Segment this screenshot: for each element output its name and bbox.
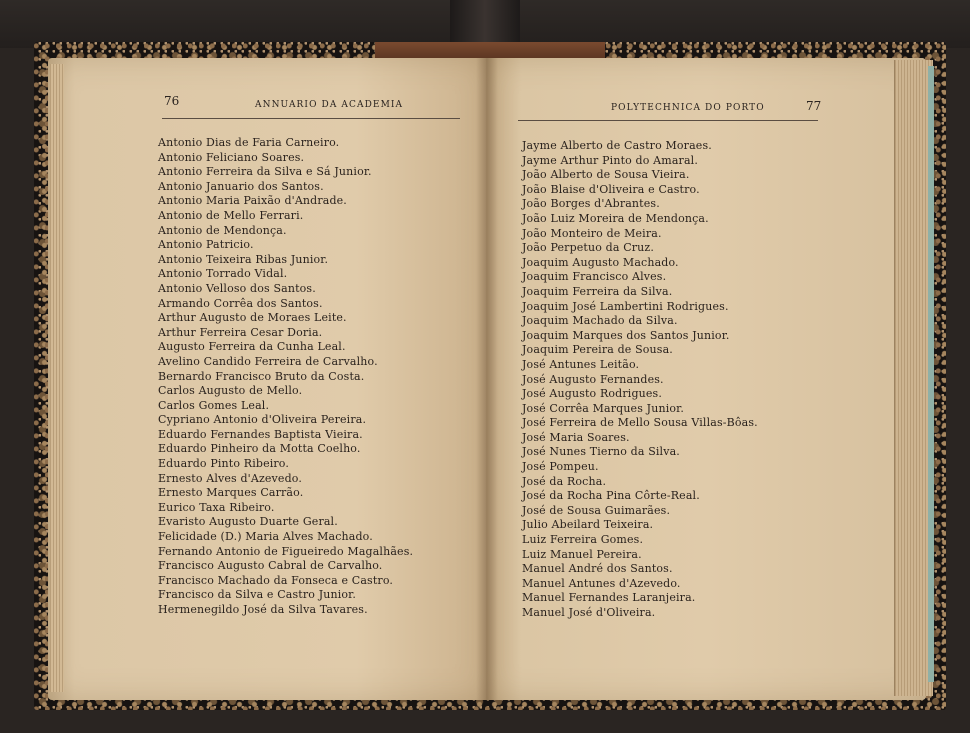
name-entry: Antonio Ferreira da Silva e Sá Junior.	[158, 165, 372, 179]
name-entry: José Corrêa Marques Junior.	[522, 401, 684, 415]
right-cover-edge	[928, 66, 934, 682]
left-header-rule	[162, 118, 460, 119]
name-entry: João Blaise d'Oliveira e Castro.	[522, 182, 700, 196]
name-entry: Joaquim Machado da Silva.	[522, 314, 678, 328]
name-entry: Joaquim Augusto Machado.	[522, 255, 679, 269]
left-page-number: 76	[164, 94, 180, 108]
name-entry: José Maria Soares.	[522, 430, 630, 444]
name-entry: José Antunes Leitão.	[522, 357, 640, 371]
name-entry: Hermenegildo José da Silva Tavares.	[158, 603, 368, 616]
name-entry: João Alberto de Sousa Vieira.	[522, 168, 690, 182]
name-entry: Eduardo Fernandes Baptista Vieira.	[158, 427, 363, 441]
name-entry: Eurico Taxa Ribeiro.	[158, 500, 275, 514]
name-entry: Francisco Machado da Fonseca e Castro.	[158, 573, 394, 587]
book-gutter	[476, 58, 498, 700]
left-name-list	[158, 136, 413, 618]
name-entry: Luiz Ferreira Gomes.	[522, 533, 644, 547]
name-entry: Antonio Velloso dos Santos.	[158, 281, 316, 295]
name-entry: Antonio Januario dos Santos.	[158, 179, 324, 193]
name-entry: Manuel Antunes d'Azevedo.	[522, 576, 681, 590]
name-entry: José Augusto Rodrigues.	[522, 387, 662, 401]
name-entry: Joaquim Francisco Alves.	[522, 270, 667, 284]
name-entry: Jayme Alberto de Castro Moraes.	[522, 139, 712, 152]
name-entry: Joaquim Ferreira da Silva.	[522, 284, 673, 298]
name-entry: José da Rocha Pina Côrte-Real.	[522, 489, 700, 503]
name-entry: Avelino Candido Ferreira de Carvalho.	[158, 354, 378, 368]
name-entry: José da Rocha.	[522, 474, 607, 488]
name-entry: Arthur Augusto de Moraes Leite.	[158, 311, 347, 325]
name-entry: Carlos Gomes Leal.	[158, 398, 270, 412]
name-entry: Manuel José d'Oliveira.	[522, 606, 656, 619]
name-entry: Bernardo Francisco Bruto da Costa.	[158, 369, 365, 383]
right-header-rule	[518, 120, 818, 121]
name-entry: Ernesto Marques Carrão.	[158, 486, 304, 500]
name-entry: José Ferreira de Mello Sousa Villas-Bôas.	[522, 416, 758, 430]
name-entry: José de Sousa Guimarães.	[522, 503, 671, 517]
name-entry: João Borges d'Abrantes.	[522, 197, 660, 211]
name-entry: Francisco da Silva e Castro Junior.	[158, 588, 357, 602]
name-entry: Joaquim Pereira de Sousa.	[522, 343, 673, 357]
name-entry: José Nunes Tierno da Silva.	[522, 445, 680, 459]
name-entry: Antonio de Mendonça.	[158, 223, 287, 237]
name-entry: Eduardo Pinto Ribeiro.	[158, 457, 290, 471]
name-entry: Arthur Ferreira Cesar Doria.	[158, 325, 323, 339]
right-running-head: POLYTECHNICA DO PORTO	[611, 103, 765, 113]
name-entry: Joaquim Marques dos Santos Junior.	[522, 328, 730, 342]
name-entry: Cypriano Antonio d'Oliveira Pereira.	[158, 413, 367, 427]
name-entry: Manuel André dos Santos.	[522, 562, 673, 576]
name-entry: Felicidade (D.) Maria Alves Machado.	[158, 530, 373, 544]
name-entry: Joaquim José Lambertini Rodrigues.	[522, 299, 729, 313]
name-entry: Manuel Fernandes Laranjeira.	[522, 591, 696, 605]
name-entry: Julio Abeilard Teixeira.	[522, 518, 654, 532]
name-entry: Francisco Augusto Cabral de Carvalho.	[158, 559, 383, 573]
name-entry: Antonio de Mello Ferrari.	[158, 208, 304, 222]
left-running-head: ANNUARIO DA ACADEMIA	[255, 100, 404, 110]
name-entry: Evaristo Augusto Duarte Geral.	[158, 515, 338, 529]
name-entry: Jayme Arthur Pinto do Amaral.	[522, 153, 698, 167]
name-entry: Ernesto Alves d'Azevedo.	[158, 471, 303, 485]
name-entry: João Monteiro de Meira.	[522, 226, 662, 240]
name-entry: Augusto Ferreira da Cunha Leal.	[158, 340, 346, 354]
name-entry: Antonio Maria Paixão d'Andrade.	[158, 194, 347, 208]
name-entry: Eduardo Pinheiro da Motta Coelho.	[158, 442, 361, 456]
right-page-number: 77	[806, 99, 822, 113]
name-entry: José Pompeu.	[522, 460, 599, 474]
name-entry: João Luiz Moreira de Mendonça.	[522, 211, 709, 225]
name-entry: Luiz Manuel Pereira.	[522, 547, 642, 561]
name-entry: João Perpetuo da Cruz.	[522, 241, 655, 255]
right-name-list	[522, 139, 758, 621]
name-entry: Fernando Antonio de Figueiredo Magalhães.	[158, 544, 414, 558]
name-entry: José Augusto Fernandes.	[522, 372, 664, 386]
name-entry: Antonio Feliciano Soares.	[158, 150, 305, 164]
name-entry: Antonio Torrado Vidal.	[158, 267, 288, 281]
name-entry: Antonio Teixeira Ribas Junior.	[158, 252, 329, 266]
name-entry: Carlos Augusto de Mello.	[158, 384, 303, 398]
name-entry: Antonio Dias de Faria Carneiro.	[158, 136, 340, 149]
left-page-edges	[50, 64, 64, 692]
name-entry: Antonio Patricio.	[158, 238, 254, 252]
name-entry: Armando Corrêa dos Santos.	[158, 296, 323, 310]
book-spine	[450, 0, 520, 48]
